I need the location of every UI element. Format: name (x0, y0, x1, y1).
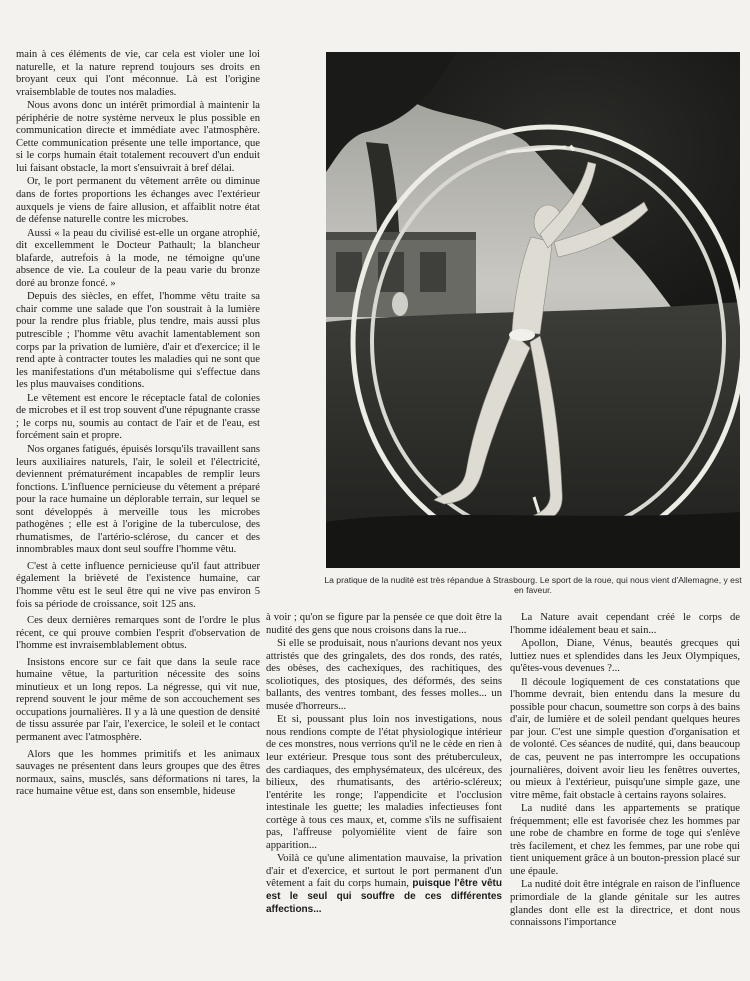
paragraph: Et si, poussant plus loin nos investigations, nous nous rendions compte de l'état physiologique intérieur de ces monstres, nous verrions qu'il ne le cède en rien à leur extérieur. Presque tous sont des prétuberculeux, des cardiaques, des emphysémateux, des ulcéreux, des bilieux, des rhumatisants, des artério-scléreux; l'entérite les ronge; l'appendicite et l'occlusion intestinale les guette; les maladies infectieuses font cortège à tous ces maux, et, comme s'ils ne suffisaient pas, l'affreuse polyomiélite vient de faire son apparition... (266, 714, 502, 851)
paragraph: Aussi « la peau du civilisé est-elle un organe atrophié, dit excellemment le Docteur Pathault; la blancheur blafarde, autrefois à la mode, ne témoigne qu'une absence de vie. La couleur de la peau varie du bronze doré au bronze foncé. » (16, 227, 260, 289)
photo-background-figure (392, 292, 408, 316)
article-column-1 (16, 49, 260, 799)
paragraph: Nous avons donc un intérêt primordial à maintenir la périphérie de notre système nerveux le plus possible en communication directe et immédiate avec l'atmosphère. Cette communication présente une telle importance, que si le corps humain était totalement recouvert d'un enduit lui faisant obstacle, la mort s'ensuivrait à bref délai. (16, 100, 260, 174)
paragraph: Insistons encore sur ce fait que dans la seule race humaine vêtue, la parturition nécessite des soins minutieux et un long repos. La négresse, qui vit nue, reprend souvent le jour même de son accouchement ses occupations journalières. Il y a là une question de densité de tissu assurée par l'air, l'exercice, le soleil et le contact permanent avec l'atmosphère. (16, 656, 260, 743)
paragraph: Si elle se produisait, nous n'aurions devant nos yeux attristés que des gringalets, des dos ronds, des ratés, des obèses, des cachexiques, des rachitiques, des scoliotiques, des ptosiques, des déformés, des seins ballants, des ventres tombant, des fesses molles... un musée d'horreurs... (266, 638, 502, 712)
paragraph: Apollon, Diane, Vénus, beautés grecques qui luttiez nues et splendides dans les Jeux Olympiques, qu'êtes-vous devenues ?... (510, 638, 740, 675)
article-column-3 (510, 612, 740, 930)
photo-loincloth (509, 329, 535, 341)
paragraph: C'est à cette influence pernicieuse qu'il faut attribuer également la brièveté de l'existence humaine, car l'homme vêtu est le seul être qui ne vive pas environ 5 fois sa période de croissance, soit 125 ans. (16, 560, 260, 610)
paragraph: Depuis des siècles, en effet, l'homme vêtu traite sa chair comme une salade que l'on soustrait à la lumière pour la rendre plus friable, plus tendre, mais aussi plus putrescible ; l'homme vêtu avachit lamentablement son corps par la privation de lumière, d'air et d'exercice; il le rend apte à contracter toutes les maladies qui ne sont que les manifestations d'un métabolisme qui s'effectue dans les plus mauvaises conditions. (16, 291, 260, 391)
emphasis-text: puisque l'être vêtu est le seul qui souffre de ces différentes affections... (266, 878, 502, 915)
paragraph: Nos organes fatigués, épuisés lorsqu'ils travaillent sans leurs auxiliaires naturels, l'air, le soleil et l'électricité, deviennent prématurément incapables de remplir leurs fonctions. L'influence pernicieuse du vêtement a préparé pour la race humaine un déplorable terrain, sur lequel se sont développés à merveille tous les microbes pathogènes ; elle est à l'origine de la tuberculose, des rhumatismes, de l'artério-sclérose, du cancer et des innombrables maux dont seul souffre l'homme vêtu. (16, 443, 260, 556)
paragraph: main à ces éléments de vie, car cela est violer une loi naturelle, et la nature reprend toujours ses droits en broyant ceux qui l'ont méconnue. Là est l'origine vraisemblable de toutes nos maladies. (16, 49, 260, 98)
paragraph: à voir ; qu'on se figure par la pensée ce que doit être la nudité des gens que nous croisons dans la rue... (266, 612, 502, 636)
article-column-2 (266, 612, 502, 916)
paragraph: Ces deux dernières remarques sont de l'ordre le plus récent, ce qui prouve combien l'esprit d'observation de l'homme est invraisemblablement obtus. (16, 615, 260, 652)
paragraph-with-emphasis (266, 853, 502, 916)
photograph-wheel-gymnast (326, 52, 740, 568)
paragraph: Il découle logiquement de ces constatations que l'homme devrait, bien entendu dans la mesure du possible pour chacun, soumettre son corps à des bains d'air, de lumière et de soleil pendant quelques heures par jour. C'est une simple question d'organisation et de volonté. Ces séances de nudité, qui, dans beaucoup de cas, peuvent ne pas interrompre les occupations journalières, doivent avoir lieu les fenêtres ouvertes, ou mieux à l'extérieur, puisqu'une simple gaze, une vitre même, fait obstacle à certains rayons solaires. (510, 676, 740, 801)
paragraph: La nudité dans les appartements se pratique fréquemment; elle est favorisée chez les hommes par une robe de chambre en forme de toge qui s'enlève très facilement, et chez les femmes, par une robe qui tient uniquement grâce à un bouton-pression placé sur une épaule. (510, 803, 740, 877)
paragraph: La Nature avait cependant créé le corps de l'homme idéalement beau et sain... (510, 612, 740, 636)
photo-caption: La pratique de la nudité est très répandue à Strasbourg. Le sport de la roue, qui nous vient d'Allemagne, y est en faveur. (324, 575, 742, 595)
paragraph: Or, le port permanent du vêtement arrête ou diminue dans de fortes proportions les échanges avec l'extérieur auxquels je viens de faire allusion, et affaiblit notre état de défense naturelle contre les microbes. (16, 176, 260, 226)
paragraph: La nudité doit être intégrale en raison de l'influence primordiale de la glande génitale sur les autres glandes dont elle est la directrice, et dont nous connaissons l'importance (510, 879, 740, 929)
photo-illustration (326, 52, 740, 568)
paragraph: Alors que les hommes primitifs et les animaux sauvages ne présentent dans leurs groupes que des êtres normaux, sains, musclés, sans déformations ni tares, la race humaine vêtue est, dans son ensemble, hideuse (16, 748, 260, 798)
paragraph-text: Voilà ce qu'une alimentation mauvaise, la privation d'air et d'exercice, et surtout le port permanent d'un vêtement a fait du corps humain, (266, 853, 502, 890)
paragraph: Le vêtement est encore le réceptacle fatal de colonies de microbes et il est trop souvent d'une répugnante crasse ; le corps nu, soumis au contact de l'air et de l'eau, est forcément sain et propre. (16, 392, 260, 442)
